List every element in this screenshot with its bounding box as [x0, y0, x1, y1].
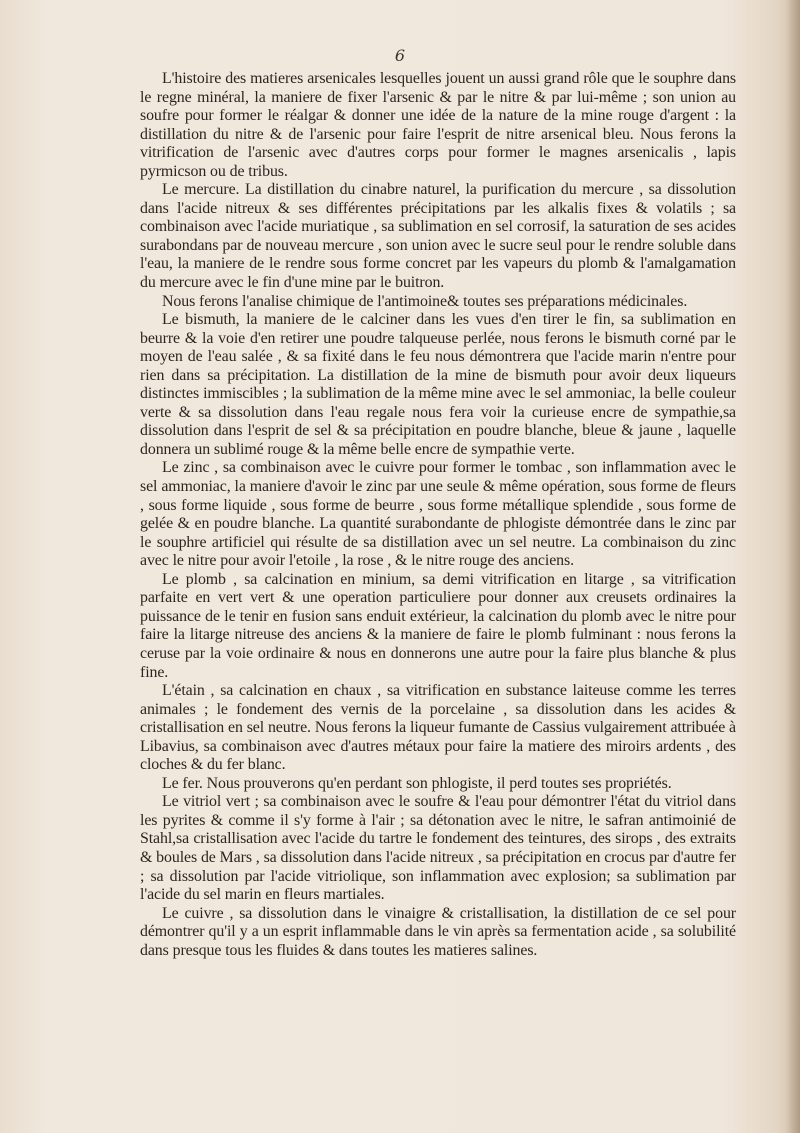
paragraph-arsenic: L'histoire des matieres arsenicales lesquelles jouent un aussi grand rôle que le souphre dans le regne minéral, la maniere de fixer l'arsenic & par le nitre & par lui-même ; son union au soufre pour former le réalgar & donner une idée de la nature de la mine rouge d'argent : la distillation du nitre & de l'arsenic pour faire l'esprit de nitre arsenical bleu. Nous ferons la vitrification de l'arsenic avec d'autres corps pour former le magnes arsenicalis , lapis pyrmicson ou de tribus. — [140, 70, 736, 180]
paragraph-bismuth: Le bismuth, la maniere de le calciner dans les vues d'en tirer le fin, sa sublimation en beurre & la voie d'en retirer une poudre talqueuse perlée, nous ferons le bismuth corné par le moyen de l'eau salée , & sa fixité dans le feu nous démontrera que l'acide marin n'entre pour rien dans sa précipitation. La distillation de la mine de bismuth pour avoir deux liqueurs distinctes immiscibles ; la sublimation de la même mine avec le sel ammoniac, la belle couleur verte & sa dissolution dans l'eau regale nous fera voir la curieuse encre de sympathie,sa dissolution dans l'esprit de sel & sa précipitation en poudre blanche, bleue & jaune , laquelle donnera un sublimé rouge & la même belle encre de sympathie verte. — [140, 311, 736, 458]
page-number: 6 — [394, 46, 406, 65]
paragraph-cuivre: Le cuivre , sa dissolution dans le vinaigre & cristallisation, la distillation de ce sel pour démontrer qu'il y a un esprit inflammable dans le vin après sa fermentation acide , sa solubilité dans presque tous les fluides & dans toutes les matieres salines. — [140, 904, 736, 959]
paragraph-etain: L'étain , sa calcination en chaux , sa vitrification en substance laiteuse comme les terres animales ; le fondement des vernis de la porcelaine , sa dissolution dans les acides & cristallisation en sel neutre. Nous ferons la liqueur fumante de Cassius vulgairement attribuée à Libavius, sa combinaison avec d'autres métaux pour faire la matiere des miroirs ardents , des cloches & du fer blanc. — [140, 682, 736, 774]
body-text — [140, 70, 736, 960]
paragraph-mercure: Le mercure. La distillation du cinabre naturel, la purification du mercure , sa dissolution dans l'acide nitreux & ses différentes précipitations par les alkalis fixes & volatils ; sa combinaison avec l'acide muriatique , sa sublimation en sel corrosif, la saturation de ses acides surabondans par de nouveau mercure , son union avec le sucre seul pour le rendre soluble dans l'eau, la maniere de le rendre sous forme concret par les vapeurs du plomb & l'amalgamation du mercure avec le fin d'une mine par le buitron. — [140, 181, 736, 292]
paragraph-antimoine: Nous ferons l'analise chimique de l'antimoine& toutes ses préparations médicinales. — [162, 292, 688, 310]
page-edge-shadow — [786, 0, 800, 1133]
paragraph-zinc: Le zinc , sa combinaison avec le cuivre pour former le tombac , son inflammation avec le sel ammoniac, la maniere d'avoir le zinc par une seule & même opération, sous forme de fleurs , sous forme liquide , sous forme de beurre , sous forme métallique splendide , sous forme de gelée & en poudre blanche. La quantité surabondante de phlogiste démontrée dans le zinc par le souphre artificiel qui résulte de sa distillation avec un sel neutre. La combinaison du zinc avec le nitre pour avoir l'etoile , la rose , & le nitre rouge des anciens. — [140, 459, 736, 570]
paragraph-fer: Le fer. Nous prouverons qu'en perdant son phlogiste, il perd toutes ses propriétés. — [162, 774, 672, 792]
paragraph-plomb: Le plomb , sa calcination en minium, sa demi vitrification en litarge , sa vitrification parfaite en vert vert & une operation particuliere pour donner aux creusets ordinaires la puissance de le tenir en fusion sans enduit extérieur, la calcination du plomb avec le nitre pour faire la litarge nitreuse des anciens & la maniere de faire le plomb fulminant : nous ferons la ceruse par la voie ordinaire & nous en donnerons une autre pour la faire plus blanche & plus fine. — [140, 570, 736, 681]
paragraph-vitriol: Le vitriol vert ; sa combinaison avec le soufre & l'eau pour démontrer l'état du vitriol dans les pyrites & comme il s'y forme à l'air ; sa détonation avec le nitre, le safran antimoinié de Stahl,sa cristallisation avec l'acide du tartre le fondement des teintures, des sirops , des extraits & boules de Mars , sa dissolution dans l'acide nitreux , sa précipitation en crocus par d'autre fer ; sa dissolution par l'acide vitriolique, son inflammation avec explosion; sa sublimation par l'acide du sel marin en fleurs martiales. — [140, 793, 736, 904]
